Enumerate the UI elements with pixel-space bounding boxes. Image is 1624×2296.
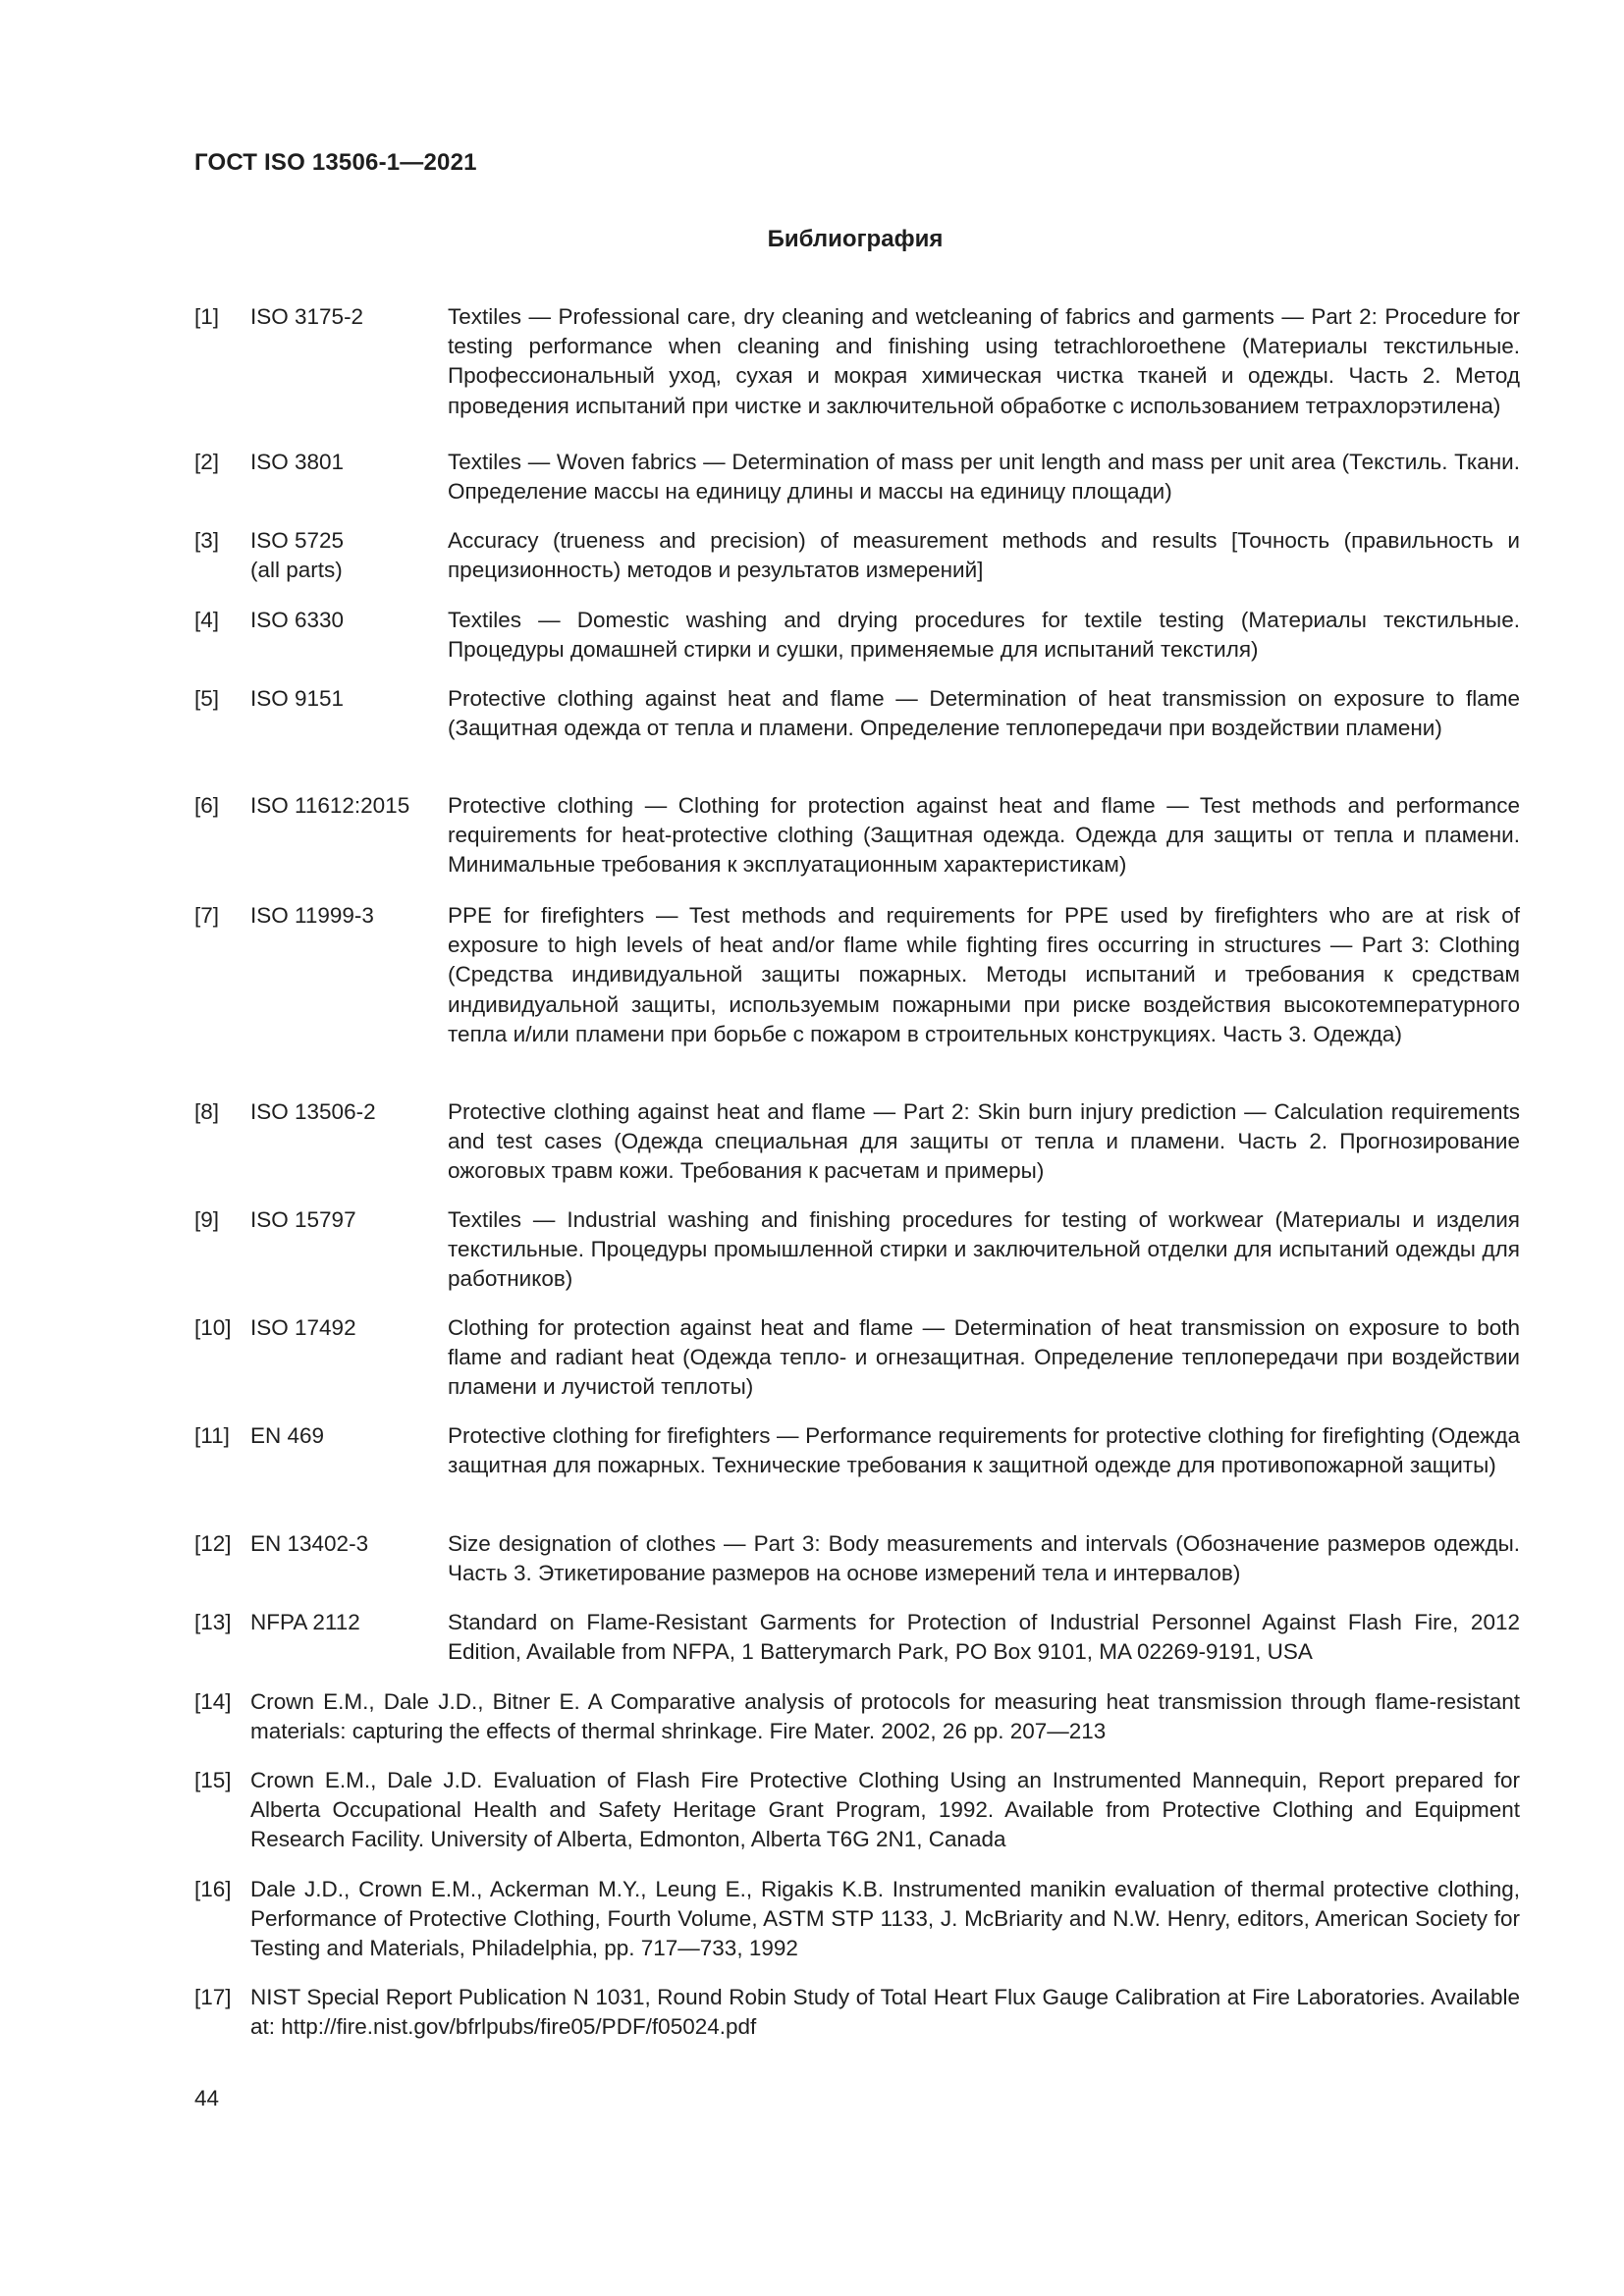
entry-text: Dale J.D., Crown E.M., Ackerman M.Y., Leung E., Rigakis K.B. Instrumented manikin evaluation of thermal protective clothing, Performance of Protective Clothing, Fourth Volume, ASTM STP 1133, J. McBriarity and N.W. Henry, editors, American Society for Testing and Materials, Philadelphia, pp. 717—733, 1992 (250, 1877, 1520, 1961)
entry-text: Textiles — Professional care, dry cleaning and wetcleaning of fabrics and garments — Part 2: Procedure for testing performance when cleaning and finishing using tetrachloroethene (Материалы текстильные. Профессиональный уход, сухая и мокрая химическая чистка тканей и одежды. Часть 2. Метод проведения испытаний при чистке и заключительной обработке с использованием тетрахлорэтилена) (448, 304, 1520, 418)
entry-code: ISO 15797 (250, 1207, 356, 1232)
bibliography-entry (194, 791, 1520, 901)
bibliography-entry (194, 1687, 1520, 1766)
entry-number: [17] (194, 1985, 232, 2009)
entry-text: Size designation of clothes — Part 3: Body measurements and intervals (Обозначение размеров одежды. Часть 3. Этикетирование размеров на основе измерений тела и интервалов) (448, 1531, 1520, 1586)
entry-text: Textiles — Industrial washing and finishing procedures for testing of workwear (Материалы и изделия текстильные. Процедуры промышленной стирки и заключительной отделки для испытаний одежды для работников) (448, 1207, 1520, 1292)
bibliography-entry (194, 448, 1520, 526)
entry-code: ISO 13506-2 (250, 1099, 376, 1124)
bibliography-entry (194, 1983, 1520, 2052)
entry-text: Protective clothing — Clothing for protection against heat and flame — Test methods and performance requirements for heat-protective clothing (Защитная одежда. Одежда для защиты от тепла и пламени. Минимальные требования к эксплуатационным характеристикам) (448, 793, 1520, 878)
entry-text: PPE for firefighters — Test methods and requirements for PPE used by firefighters who are at risk of exposure to high levels of heat and/or flame while fighting fires occurring in structures — Part 3: Clothing (Средства индивидуальной защиты пожарных. Методы испытаний и требования к средствам индивидуальной защиты, используемым пожарными при риске воздействия высокотемпературного тепла и/или пламени при борьбе с пожаром в строительных конструкциях. Часть 3. Одежда) (448, 903, 1520, 1046)
entry-number: [14] (194, 1689, 232, 1714)
bibliography-entry (194, 1421, 1520, 1529)
bibliography-entry (194, 684, 1520, 791)
entry-code: ISO 11612:2015 (250, 793, 410, 818)
entry-code: NFPA 2112 (250, 1610, 360, 1634)
entry-text: Textiles — Woven fabrics — Determination of mass per unit length and mass per unit area (Текстиль. Ткани. Определение массы на единицу длины и массы на единицу площади) (448, 450, 1520, 505)
entry-number: [16] (194, 1877, 232, 1901)
entry-code: EN 469 (250, 1423, 325, 1448)
entry-number: [10] (194, 1315, 232, 1340)
entry-code: ISO 5725 (all parts) (250, 528, 345, 583)
entry-code: EN 13402-3 (250, 1531, 369, 1556)
entry-code: ISO 3175-2 (250, 304, 364, 329)
entry-number: [11] (194, 1423, 230, 1448)
entry-number: [9] (194, 1207, 220, 1232)
entry-number: [3] (194, 528, 220, 553)
entry-text: Clothing for protection against heat and flame — Determination of heat transmission on exposure to both flame and radiant heat (Одежда тепло- и огнезащитная. Определение теплопередачи при воздействии пламени и лучистой теплоты) (448, 1315, 1520, 1400)
entry-number: [6] (194, 793, 220, 818)
entry-code: ISO 9151 (250, 686, 345, 711)
bibliography-entry (194, 606, 1520, 684)
bibliography-entry (194, 1097, 1520, 1205)
bibliography-entry (194, 526, 1520, 606)
document-header: ГОСТ ISO 13506-1—2021 (194, 149, 477, 176)
entry-text: Protective clothing against heat and flame — Part 2: Skin burn injury prediction — Calculation requirements and test cases (Одежда специальная для защиты от тепла и пламени. Часть 2. Прогнозирование ожоговых травм кожи. Требования к расчетам и примеры) (448, 1099, 1520, 1184)
entry-text: NIST Special Report Publication N 1031, Round Robin Study of Total Heart Flux Gauge Calibration at Fire Laboratories. Available at: http://fire.nist.gov/bfrlpubs/fire05/PDF/f05024.pdf (250, 1985, 1520, 2040)
bibliography-entry (194, 1205, 1520, 1313)
entry-text: Crown E.M., Dale J.D. Evaluation of Flash Fire Protective Clothing Using an Instrumented Mannequin, Report prepared for Alberta Occupational Health and Safety Heritage Grant Program, 1992. Available from Protective Clothing and Equipment Research Facility. University of Alberta, Edmonton, Alberta T6G 2N1, Canada (250, 1768, 1520, 1852)
entry-text: Protective clothing against heat and flame — Determination of heat transmission on exposure to flame (Защитная одежда от тепла и пламени. Определение теплопередачи при воздействии пламени) (448, 686, 1520, 741)
entry-number: [15] (194, 1768, 232, 1792)
entry-number: [13] (194, 1610, 232, 1634)
entry-text: Standard on Flame-Resistant Garments for Protection of Industrial Personnel Against Flash Fire, 2012 Edition, Available from NFPA, 1 Batterymarch Park, PO Box 9101, MA 02269-9191, USA (448, 1610, 1520, 1665)
entry-number: [4] (194, 608, 220, 632)
entry-number: [8] (194, 1099, 220, 1124)
section-title: Библиография (767, 226, 944, 252)
entry-code: ISO 3801 (250, 450, 345, 474)
entry-text: Accuracy (trueness and precision) of measurement methods and results [Точность (правильность и прецизионность) методов и результатов измерений] (448, 528, 1520, 583)
bibliography-entry (194, 1313, 1520, 1421)
entry-text: Protective clothing for firefighters — Performance requirements for protective clothing for firefighting (Одежда защитная для пожарных. Технические требования к защитной одежде для противопожарной защиты) (448, 1423, 1520, 1478)
entry-text: Textiles — Domestic washing and drying procedures for textile testing (Материалы текстильные. Процедуры домашней стирки и сушки, применяемые для испытаний текстиля) (448, 608, 1520, 663)
bibliography-entry (194, 1608, 1520, 1687)
bibliography-entry (194, 1766, 1520, 1875)
bibliography-entry (194, 1875, 1520, 1983)
entry-code: ISO 6330 (250, 608, 345, 632)
entry-code: ISO 17492 (250, 1315, 356, 1340)
bibliography-entry (194, 1529, 1520, 1608)
bibliography-entry (194, 302, 1520, 448)
page-number: 44 (194, 2086, 220, 2110)
entry-code: ISO 11999-3 (250, 903, 374, 928)
bibliography-list (194, 302, 1520, 2052)
entry-number: [12] (194, 1531, 232, 1556)
entry-number: [1] (194, 304, 220, 329)
bibliography-entry (194, 901, 1520, 1097)
entry-number: [2] (194, 450, 220, 474)
entry-text: Crown E.M., Dale J.D., Bitner E. A Comparative analysis of protocols for measuring heat transmission through flame-resistant materials: capturing the effects of thermal shrinkage. Fire Mater. 2002, 26 pp. 207—213 (250, 1689, 1520, 1744)
entry-number: [5] (194, 686, 220, 711)
entry-number: [7] (194, 903, 220, 928)
